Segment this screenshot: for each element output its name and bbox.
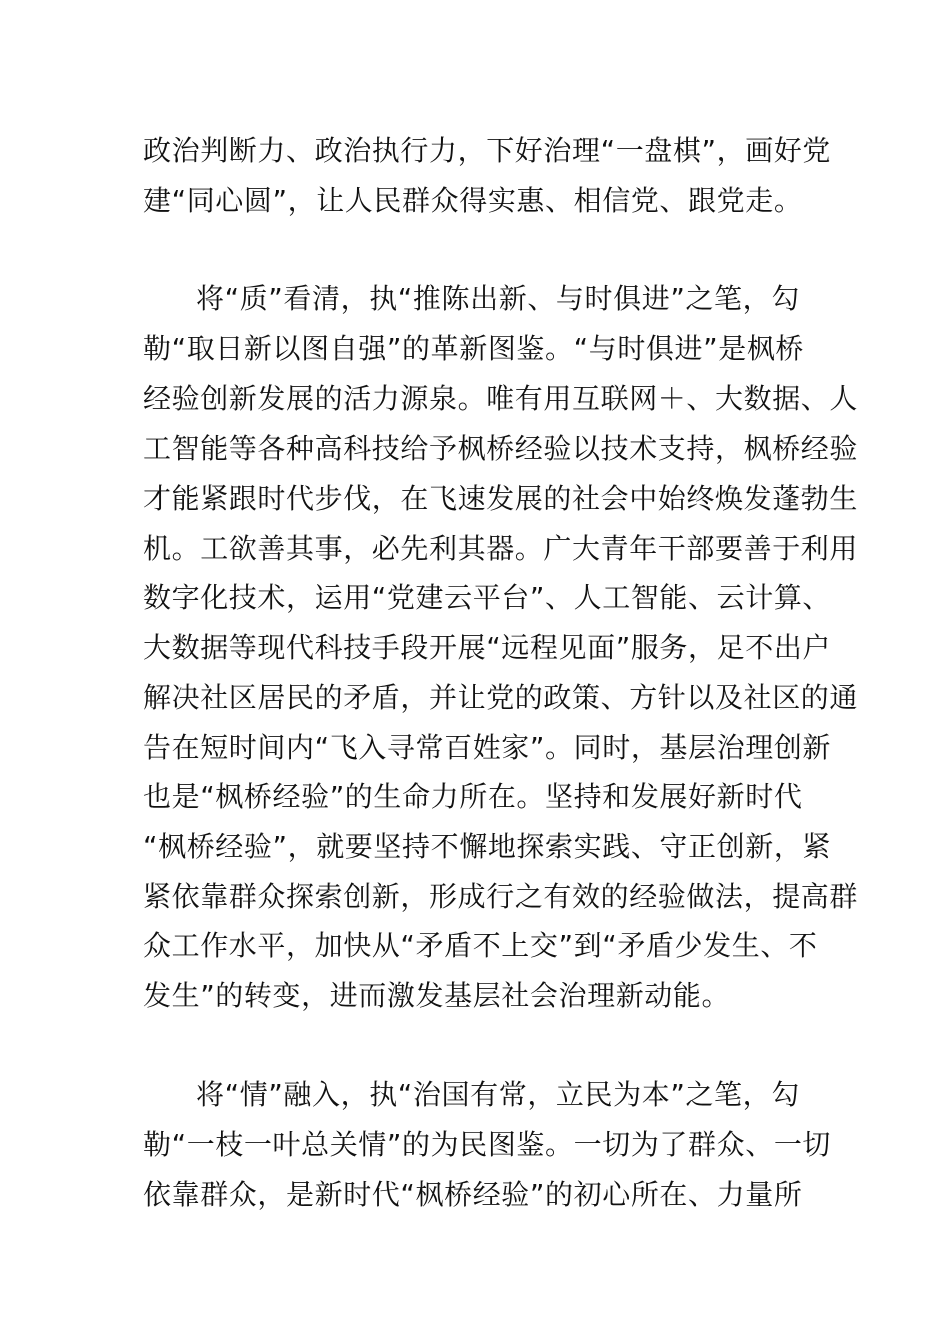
paragraph-1-line-1: 政治判断力、政治执行力，下好治理“一盘棋”，画好党: [143, 134, 832, 167]
paragraph-2-line-5: 才能紧跟时代步伐，在飞速发展的社会中始终焕发蓬勃生: [143, 482, 859, 515]
paragraph-2-line-3: 经验创新发展的活力源泉。唯有用互联网＋、大数据、人: [143, 382, 859, 415]
paragraph-3-line-1: 将“情”融入，执“治国有常，立民为本”之笔，勾: [196, 1078, 800, 1111]
paragraph-2-line-11: 也是“枫桥经验”的生命力所在。坚持和发展好新时代: [143, 780, 803, 813]
paragraph-2-line-12: “枫桥经验”，就要坚持不懈地探索实践、守正创新，紧: [143, 830, 832, 863]
paragraph-1-line-2: 建“同心圆”，让人民群众得实惠、相信党、跟党走。: [143, 184, 803, 217]
paragraph-3-line-3: 依靠群众，是新时代“枫桥经验”的初心所在、力量所: [143, 1178, 803, 1211]
paragraph-2-line-7: 数字化技术，运用“党建云平台”、人工智能、云计算、: [143, 581, 832, 614]
paragraph-3-line-2: 勒“一枝一叶总关情”的为民图鉴。一切为了群众、一切: [143, 1128, 832, 1161]
paragraph-2-line-10: 告在短时间内“飞入寻常百姓家”。同时，基层治理创新: [143, 731, 832, 764]
paragraph-2-line-6: 机。工欲善其事，必先利其器。广大青年干部要善于利用: [143, 532, 859, 565]
paragraph-2-line-14: 众工作水平，加快从“矛盾不上交”到“矛盾少发生、不: [143, 929, 818, 962]
paragraph-2-line-9: 解决社区居民的矛盾，并让党的政策、方针以及社区的通: [143, 681, 859, 714]
paragraph-2-line-8: 大数据等现代科技手段开展“远程见面”服务，足不出户: [143, 631, 832, 664]
paragraph-2-line-2: 勒“取日新以图自强”的革新图鉴。“与时俱进”是枫桥: [143, 332, 805, 365]
paragraph-2-line-1: 将“质”看清，执“推陈出新、与时俱进”之笔，勾: [196, 282, 800, 315]
paragraph-2-line-13: 紧依靠群众探索创新，形成行之有效的经验做法，提高群: [143, 880, 859, 913]
paragraph-2-line-4: 工智能等各种高科技给予枫桥经验以技术支持，枫桥经验: [143, 432, 859, 465]
paragraph-2-line-15: 发生”的转变，进而激发基层社会治理新动能。: [143, 979, 731, 1012]
